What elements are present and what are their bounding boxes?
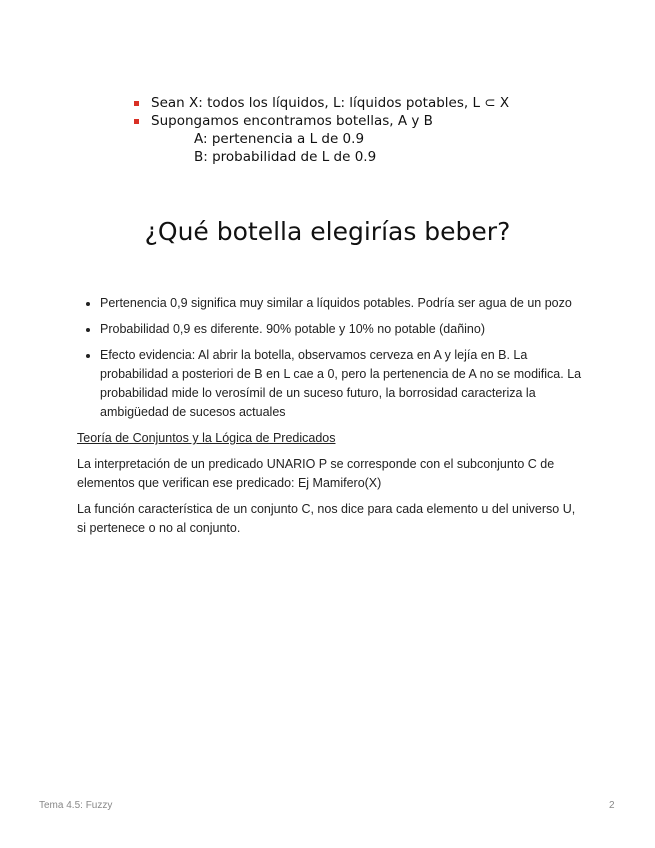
slide-sub-line: B: probabilidad de L de 0.9	[194, 149, 377, 165]
square-bullet-icon	[134, 119, 139, 124]
note-item: • Probabilidad 0,9 es diferente. 90% potable y 10% no potable (dañino)	[100, 320, 582, 339]
notes-list	[77, 294, 582, 422]
slide-bullet-list	[134, 94, 509, 166]
section-heading: Teoría de Conjuntos y la Lógica de Predicados	[77, 431, 336, 445]
note-item: • Efecto evidencia: Al abrir la botella, observamos cerveza en A y lejía en B. La probabilidad a posteriori de B en L cae a 0, pero la pertenencia de A no se modifica. La probabilidad mide lo verosímil de un suceso futuro, la borrosidad caracteriza la ambigüedad de sucesos actuales	[100, 346, 582, 422]
slide-sub-line: A: pertenencia a L de 0.9	[194, 131, 365, 147]
note-item: • Pertenencia 0,9 significa muy similar a líquidos potables. Podría ser agua de un pozo	[100, 294, 582, 313]
page-number: 2	[609, 800, 615, 811]
paragraph: La interpretación de un predicado UNARIO P se corresponde con el subconjunto C de elementos que verifican ese predicado: Ej Mamifero(X)	[77, 457, 555, 490]
slide-bullet-text: Sean X: todos los líquidos, L: líquidos potables, L ⊂ X	[151, 95, 510, 111]
slide-bullet	[134, 94, 509, 112]
slide-bullet-text: Supongamos encontramos botellas, A y B	[151, 113, 433, 129]
slide-image	[0, 0, 655, 250]
paragraph: La función característica de un conjunto C, nos dice para cada elemento u del universo U, si pertenece o no al conjunto.	[77, 502, 576, 535]
notes-body	[77, 294, 582, 545]
slide-bullet	[134, 112, 509, 130]
slide-title: ¿Qué botella elegirías beber?	[144, 217, 511, 246]
square-bullet-icon	[134, 101, 139, 106]
footer-title: Tema 4.5: Fuzzy	[39, 800, 113, 811]
